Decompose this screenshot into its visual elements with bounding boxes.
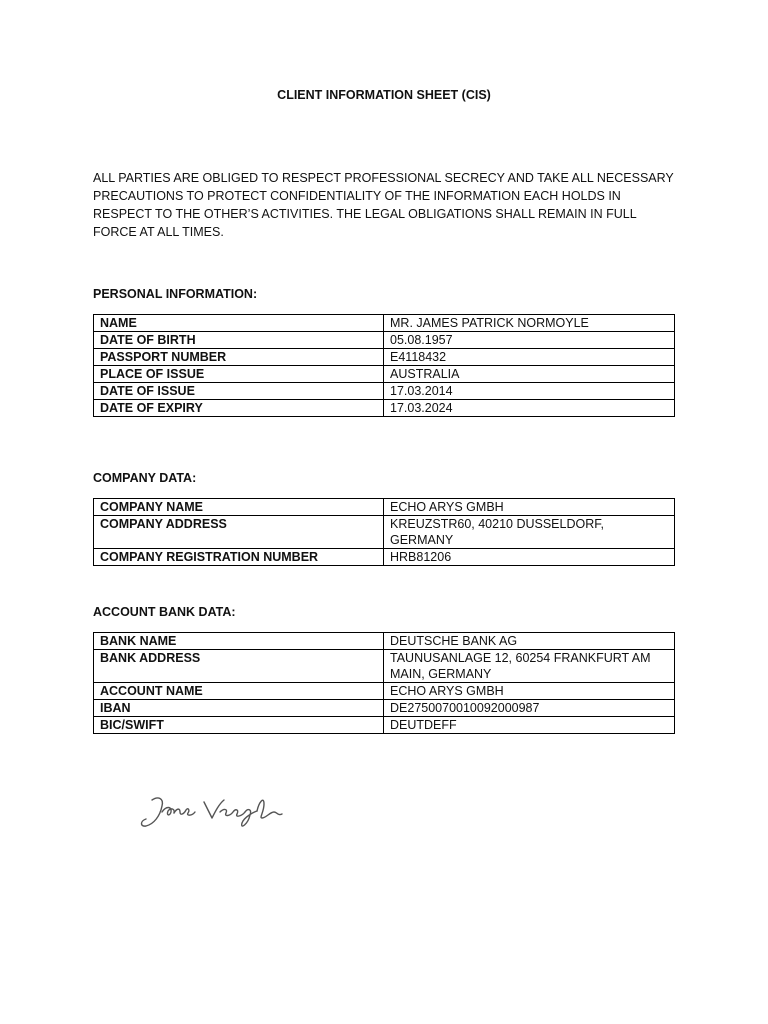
- row-label: NAME: [94, 315, 384, 332]
- row-value: HRB81206: [384, 549, 675, 566]
- row-label: DATE OF BIRTH: [94, 332, 384, 349]
- row-value: 05.08.1957: [384, 332, 675, 349]
- table-row: [94, 366, 675, 383]
- row-value: MR. JAMES PATRICK NORMOYLE: [384, 315, 675, 332]
- confidentiality-notice: ALL PARTIES ARE OBLIGED TO RESPECT PROFESSIONAL SECRECY AND TAKE ALL NECESSARY PRECAUTIONS TO PROTECT CONFIDENTIALITY OF THE INFORMATION EACH HOLDS IN RESPECT TO THE OTHER’S ACTIVITIES. THE LEGAL OBLIGATIONS SHALL REMAIN IN FULL FORCE AT ALL TIMES.: [93, 171, 674, 239]
- row-label: COMPANY REGISTRATION NUMBER: [94, 549, 384, 566]
- company-data-heading: COMPANY DATA:: [93, 471, 197, 485]
- row-label: ACCOUNT NAME: [94, 683, 384, 700]
- row-value: DEUTSCHE BANK AG: [384, 633, 675, 650]
- table-row: [94, 633, 675, 650]
- row-value: 17.03.2024: [384, 400, 675, 417]
- row-value: ECHO ARYS GMBH: [384, 683, 675, 700]
- row-value: TAUNUSANLAGE 12, 60254 FRANKFURT AM MAIN, GERMANY: [384, 650, 675, 683]
- row-label: PLACE OF ISSUE: [94, 366, 384, 383]
- row-value: ECHO ARYS GMBH: [384, 499, 675, 516]
- personal-info-table: [93, 314, 675, 417]
- row-value: DE2750070010092000987: [384, 700, 675, 717]
- bank-data-heading: ACCOUNT BANK DATA:: [93, 605, 236, 619]
- document-title: CLIENT INFORMATION SHEET (CIS): [277, 88, 491, 102]
- table-row: [94, 516, 675, 549]
- row-label: BIC/SWIFT: [94, 717, 384, 734]
- row-value: AUSTRALIA: [384, 366, 675, 383]
- table-row: [94, 332, 675, 349]
- row-label: DATE OF ISSUE: [94, 383, 384, 400]
- table-row: [94, 400, 675, 417]
- table-row: [94, 383, 675, 400]
- row-label: COMPANY NAME: [94, 499, 384, 516]
- company-data-table: [93, 498, 675, 566]
- row-value: E4118432: [384, 349, 675, 366]
- bank-data-table: [93, 632, 675, 734]
- table-row: [94, 349, 675, 366]
- row-label: COMPANY ADDRESS: [94, 516, 384, 549]
- table-row: [94, 549, 675, 566]
- row-label: BANK NAME: [94, 633, 384, 650]
- signature-icon: [138, 790, 288, 835]
- personal-info-heading: PERSONAL INFORMATION:: [93, 287, 258, 301]
- table-row: [94, 315, 675, 332]
- table-row: [94, 717, 675, 734]
- table-row: [94, 683, 675, 700]
- row-value: KREUZSTR60, 40210 DUSSELDORF, GERMANY: [384, 516, 675, 549]
- row-value: 17.03.2014: [384, 383, 675, 400]
- table-row: [94, 650, 675, 683]
- row-value: DEUTDEFF: [384, 717, 675, 734]
- table-row: [94, 700, 675, 717]
- row-label: PASSPORT NUMBER: [94, 349, 384, 366]
- row-label: IBAN: [94, 700, 384, 717]
- row-label: DATE OF EXPIRY: [94, 400, 384, 417]
- row-label: BANK ADDRESS: [94, 650, 384, 683]
- table-row: [94, 499, 675, 516]
